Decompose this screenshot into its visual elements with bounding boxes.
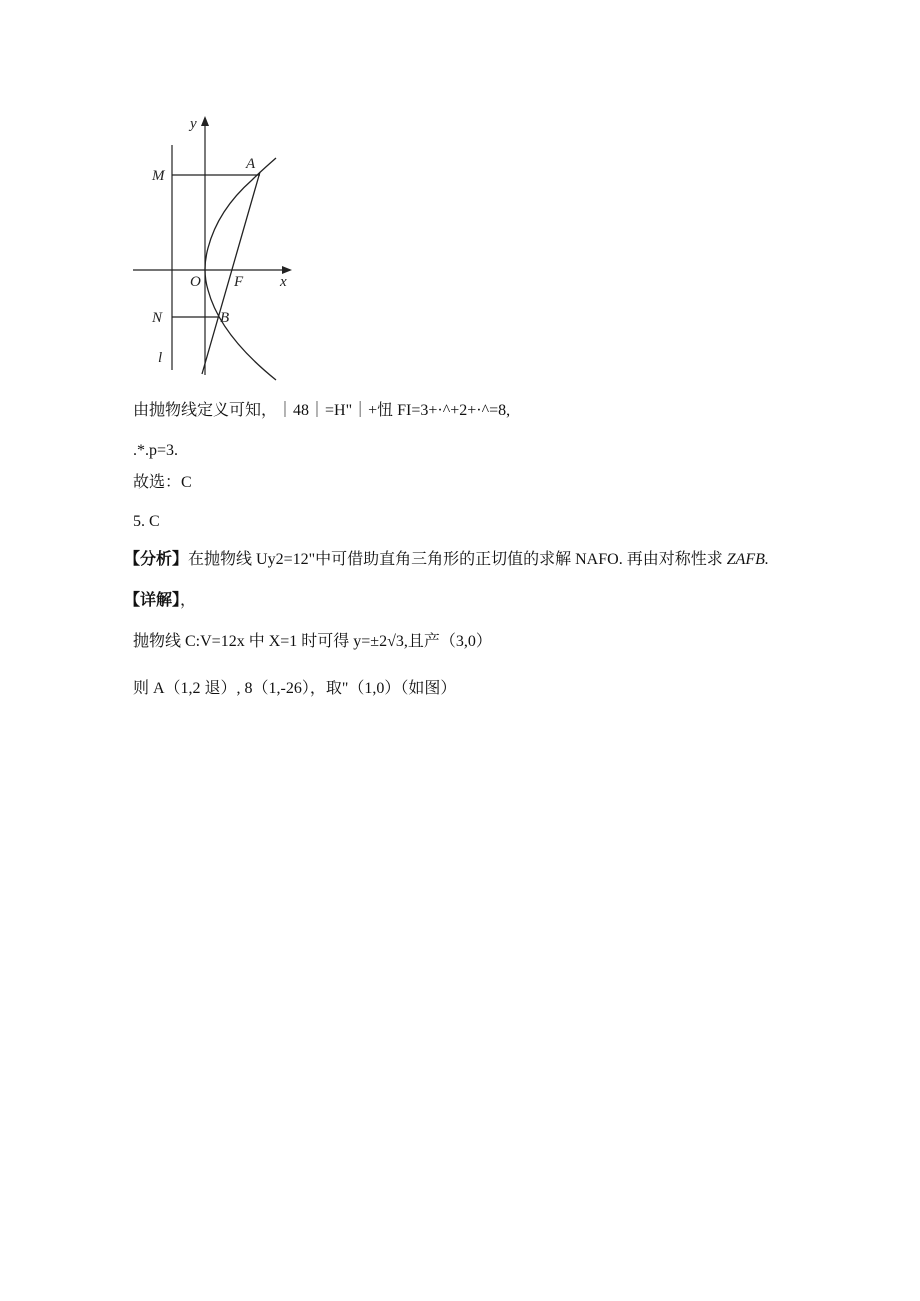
text-line-answer: 故选：C: [133, 474, 192, 491]
label-M: M: [152, 168, 165, 184]
detail-comma: ，: [180, 592, 197, 609]
analysis-angle: ZAFB.: [726, 551, 769, 568]
question-number-5: 5. C: [133, 513, 160, 530]
text-line-points: 则 A（1,2 退）, 8（1,-26），取"（1,0）（如图）: [133, 680, 457, 697]
label-A: A: [246, 156, 256, 172]
text-line-p-value: .*.p=3.: [133, 442, 179, 459]
label-y: y: [190, 116, 197, 132]
label-O: O: [190, 274, 201, 290]
y-axis-arrow: [201, 116, 209, 126]
analysis-paragraph: [124, 549, 769, 571]
x-axis-arrow: [282, 266, 292, 274]
parabola-curve: [205, 158, 276, 380]
label-N: N: [152, 310, 163, 326]
text-line-definition: 由抛物线定义可知，｜48｜=H"｜+忸 FI=3+·^+2+·^=8,: [133, 402, 511, 419]
label-F: F: [234, 274, 244, 290]
parabola-figure: [128, 110, 308, 385]
text-line-parabola: 抛物线 C:V=12x 中 X=1 时可得 y=±2√3,且产（3,0）: [133, 633, 492, 650]
analysis-text: 在抛物线 Uy2=12"中可借助直角三角形的正切值的求解 NAFO. 再由对称性求: [188, 551, 727, 568]
label-B: B: [220, 310, 230, 326]
analysis-bracket: 【分析】: [124, 551, 189, 568]
detail-bracket: 【详解】: [124, 592, 181, 609]
detail-heading: [124, 590, 196, 612]
label-l: l: [158, 350, 163, 366]
label-x: x: [280, 274, 287, 290]
